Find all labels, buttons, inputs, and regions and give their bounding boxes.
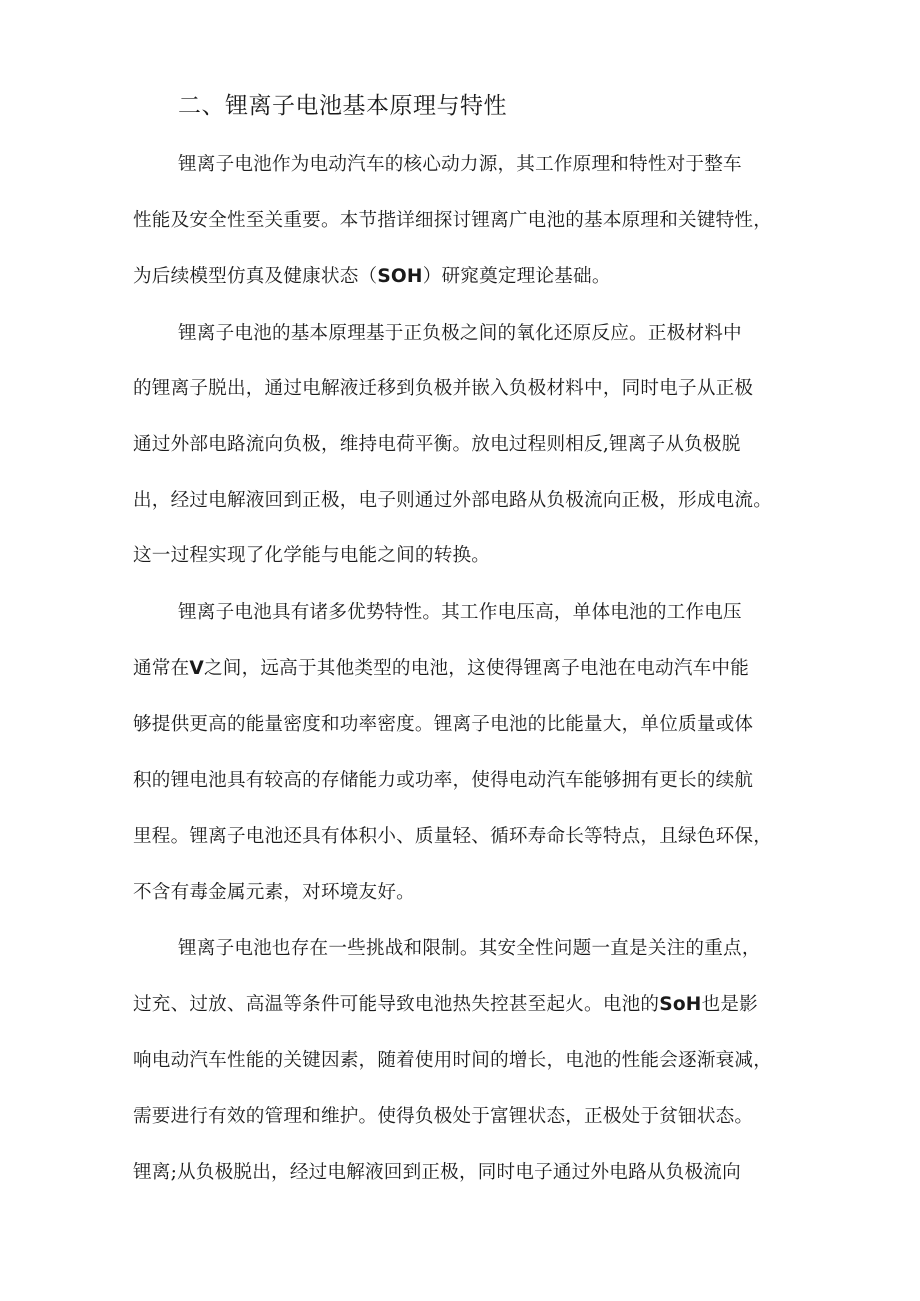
paragraph-4-line-1: 锂离子电池也存在一些挑战和限制。其安全性问题一直是关注的重点， bbox=[178, 938, 761, 959]
paragraph-3-line-2 bbox=[133, 655, 749, 683]
paragraph-2-line-4: 出，经过电解液回到正极，电子则通过外部电路从负极流向正极，形成电流。 bbox=[133, 490, 772, 511]
paragraph-4-line-2 bbox=[133, 991, 758, 1019]
paragraph-4-line-4: 需要进行有效的管理和维护。使得负极处于富锂状态，正极处于贫钿状态。 bbox=[133, 1106, 754, 1127]
paragraph-4-line-3: 响电动汽车性能的关键因素，随着使用时间的增长，电池的性能会逐渐衰减， bbox=[133, 1050, 772, 1071]
paragraph-2-line-1: 锂离子电池的基本原理基于正负极之间的氧化还原反应。正极材料中 bbox=[178, 323, 742, 344]
text-run: ）研窕奠定理论基础。 bbox=[422, 266, 611, 287]
paragraph-2-line-3: 通过外部电路流向负极，维持电荷平衡。放电过程则相反,锂离子从负极脱 bbox=[133, 434, 741, 455]
text-run: 为后续模型仿真及健康状态（ bbox=[133, 266, 378, 287]
paragraph-1-line-1: 锂离子电池作为电动汽车的核心动力源，其工作原理和特性对于整车 bbox=[178, 154, 742, 175]
paragraph-2-line-2: 的锂离子脱出，通过电解液迁移到负极并嵌入负极材料中，同时电子从正极 bbox=[133, 378, 754, 399]
text-run: 通常在 bbox=[133, 658, 190, 679]
paragraph-3-line-6: 不含有毒金属元素，对环境友好。 bbox=[133, 882, 415, 903]
paragraph-2-line-5: 这一过程实现了化学能与电能之间的转换。 bbox=[133, 545, 491, 566]
soh-abbreviation: SoH bbox=[659, 994, 702, 1015]
paragraph-3-line-3: 够提供更高的能量密度和功率密度。锂离子电池的比能量大，单位质量或体 bbox=[133, 714, 754, 735]
paragraph-3-line-1: 锂离子电池具有诸多优势特性。其工作电压高，单体电池的工作电压 bbox=[178, 602, 742, 623]
paragraph-1-line-3 bbox=[133, 263, 611, 291]
paragraph-3-line-4: 积的锂电池具有较高的存储能力或功率，使得电动汽车能够拥有更长的续航 bbox=[133, 770, 754, 791]
paragraph-3-line-5: 里程。锂离子电池还具有体积小、质量轻、循环寿命长等特点，且绿色环保， bbox=[133, 826, 772, 847]
text-run: 也是影 bbox=[701, 994, 758, 1015]
paragraph-1-line-2: 性能及安全性至关重要。本节揩详细探讨锂离广电池的基本原理和关键特性， bbox=[133, 210, 772, 231]
section-heading: 二、锂离子电池基本原理与特性 bbox=[178, 93, 507, 119]
paragraph-4-line-5: 锂离;从负极脱出，经过电解液回到正极，同时电子通过外电路从负极流向 bbox=[133, 1162, 741, 1183]
soh-abbreviation: SOH bbox=[377, 266, 423, 287]
text-run: 之间，远高于其他类型的电池，这使得锂离子电池在电动汽车中能 bbox=[203, 658, 750, 679]
voltage-unit: V bbox=[189, 658, 204, 679]
text-run: 过充、过放、高温等条件可能导致电池热失控甚至起火。电池的 bbox=[133, 994, 660, 1015]
